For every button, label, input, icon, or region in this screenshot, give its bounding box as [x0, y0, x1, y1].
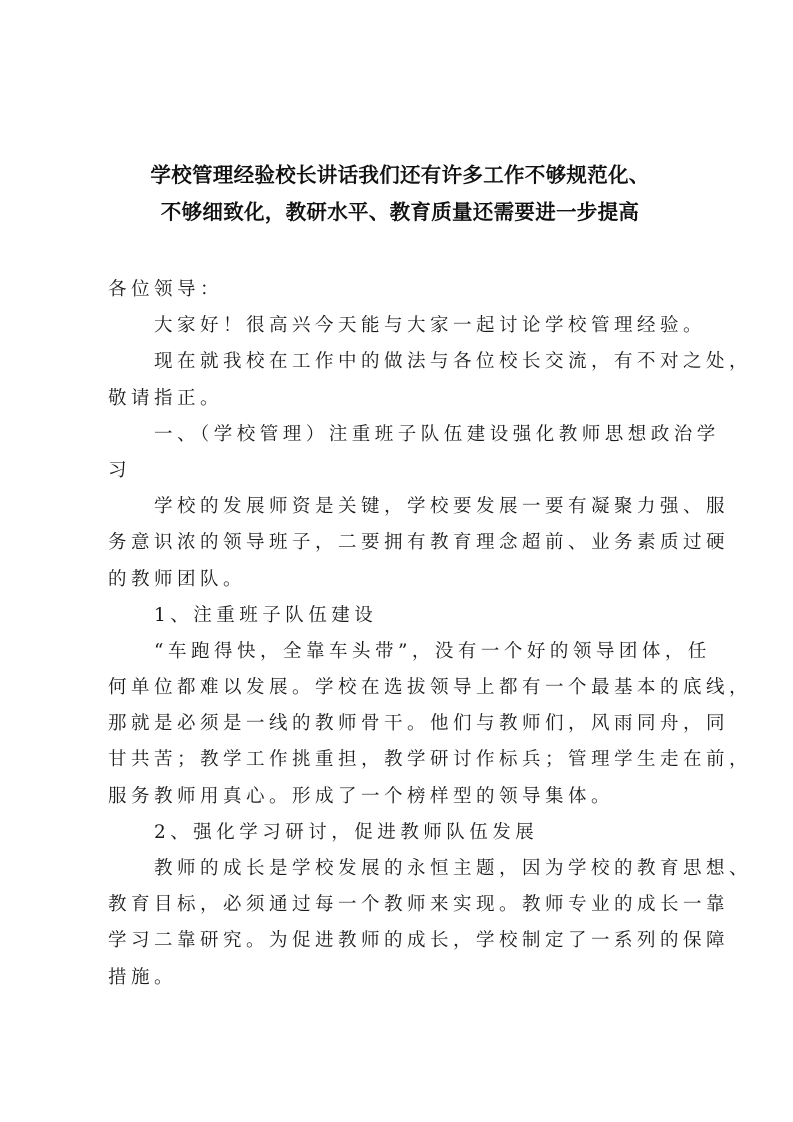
title-line-1: 学校管理经验校长讲话我们还有许多工作不够规范化、	[150, 163, 650, 187]
document-body	[108, 272, 753, 996]
section-heading-line: 习	[108, 459, 132, 481]
paragraph-line: 教师的成长是学校发展的永恒主题，因为学校的教育思想、	[154, 858, 753, 879]
paragraph-line: 大家好！很高兴今天能与大家一起讨论学校管理经验。	[154, 315, 707, 337]
paragraph-line: 学校的发展师资是关键，学校要发展一要有凝聚力强、服	[154, 496, 730, 518]
paragraph-line: 何单位都难以发展。学校在选拔领导上都有一个最基本的底线，	[108, 677, 753, 699]
paragraph-line: “车跑得快，全靠车头带”，没有一个好的领导团体，任	[154, 640, 711, 662]
paragraph-line: 那就是必须是一线的教师骨干。他们与教师们，风雨同舟，同	[108, 713, 730, 735]
document-title	[100, 157, 700, 231]
salutation: 各位领导：	[108, 279, 224, 300]
section-heading-line: 一、（学校管理）注重班子队伍建设强化教师思想政治学	[154, 423, 720, 445]
paragraph-line: 教育目标，必须通过每一个教师来实现。教师专业的成长一靠	[108, 894, 730, 916]
subsection-heading: 1、注重班子队伍建设	[154, 604, 378, 626]
paragraph-line: 敬请指正。	[108, 387, 224, 409]
paragraph-line: 现在就我校在工作中的做法与各位校长交流，有不对之处，	[154, 351, 753, 373]
paragraph-line: 务意识浓的领导班子，二要拥有教育理念超前、业务素质过硬	[108, 532, 730, 554]
paragraph-line: 的教师团队。	[108, 568, 247, 590]
paragraph-line: 学习二靠研究。为促进教师的成长，学校制定了一系列的保障	[108, 930, 730, 952]
subsection-heading: 2、强化学习研讨，促进教师队伍发展	[154, 821, 539, 843]
title-line-2: 不够细致化，教研水平、教育质量还需要进一步提高	[160, 200, 640, 224]
paragraph-line: 甘共苦；教学工作挑重担，教学研讨作标兵；管理学生走在前，	[108, 749, 753, 771]
paragraph-line: 措施。	[108, 966, 178, 988]
paragraph-line: 服务教师用真心。形成了一个榜样型的领导集体。	[108, 785, 615, 807]
